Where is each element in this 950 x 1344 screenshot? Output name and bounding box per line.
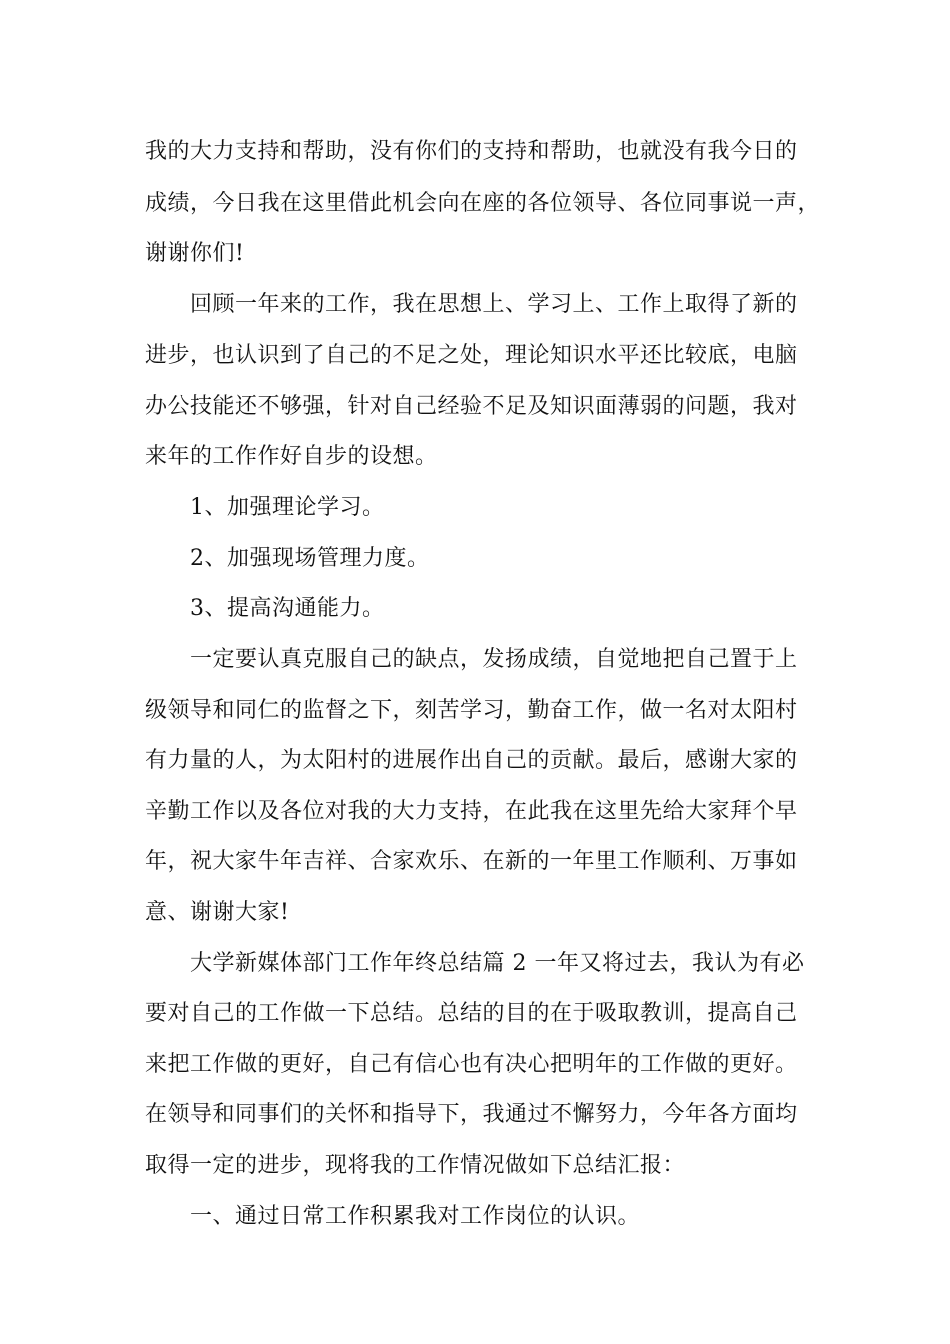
text-line: 成绩，今日我在这里借此机会向在座的各位领导、各位同事说一声， (145, 191, 821, 216)
text-line: 意、谢谢大家! (145, 900, 290, 925)
list-item: 1、加强理论学习。 (190, 495, 385, 520)
section-heading: 一、通过日常工作积累我对工作岗位的认识。 (190, 1204, 641, 1229)
text-line: 我的大力支持和帮助，没有你们的支持和帮助，也就没有我今日的 (145, 139, 798, 164)
text-line: 进步，也认识到了自己的不足之处，理论知识水平还比较底，电脑 (145, 343, 798, 368)
text-line: 大学新媒体部门工作年终总结篇 2 一年又将过去，我认为有必 (190, 951, 805, 976)
text-line: 级领导和同仁的监督之下，刻苦学习，勤奋工作，做一名对太阳村 (145, 698, 798, 723)
text-line: 谢谢你们! (145, 241, 245, 266)
text-line: 要对自己的工作做一下总结。总结的目的在于吸取教训，提高自己 (145, 1001, 798, 1026)
text-line: 回顾一年来的工作，我在思想上、学习上、工作上取得了新的 (190, 292, 798, 317)
list-item: 2、加强现场管理力度。 (190, 546, 430, 571)
text-line: 有力量的人，为太阳村的进展作出自己的贡献。最后，感谢大家的 (145, 748, 798, 773)
text-line: 辛勤工作以及各位对我的大力支持，在此我在这里先给大家拜个早 (145, 799, 798, 824)
text-line: 年，祝大家牛年吉祥、合家欢乐、在新的一年里工作顺利、万事如 (145, 849, 798, 874)
text-line: 在领导和同事们的关怀和指导下，我通过不懈努力，今年各方面均 (145, 1102, 798, 1127)
text-line: 来年的工作作好自步的设想。 (145, 444, 438, 469)
text-line: 办公技能还不够强，针对自己经验不足及知识面薄弱的问题，我对 (145, 394, 798, 419)
text-line: 一定要认真克服自己的缺点，发扬成绩，自觉地把自己置于上 (190, 647, 798, 672)
text-line: 取得一定的进步，现将我的工作情况做如下总结汇报： (145, 1153, 686, 1178)
text-line: 来把工作做的更好，自己有信心也有决心把明年的工作做的更好。 (145, 1052, 798, 1077)
list-item: 3、提高沟通能力。 (190, 596, 385, 621)
